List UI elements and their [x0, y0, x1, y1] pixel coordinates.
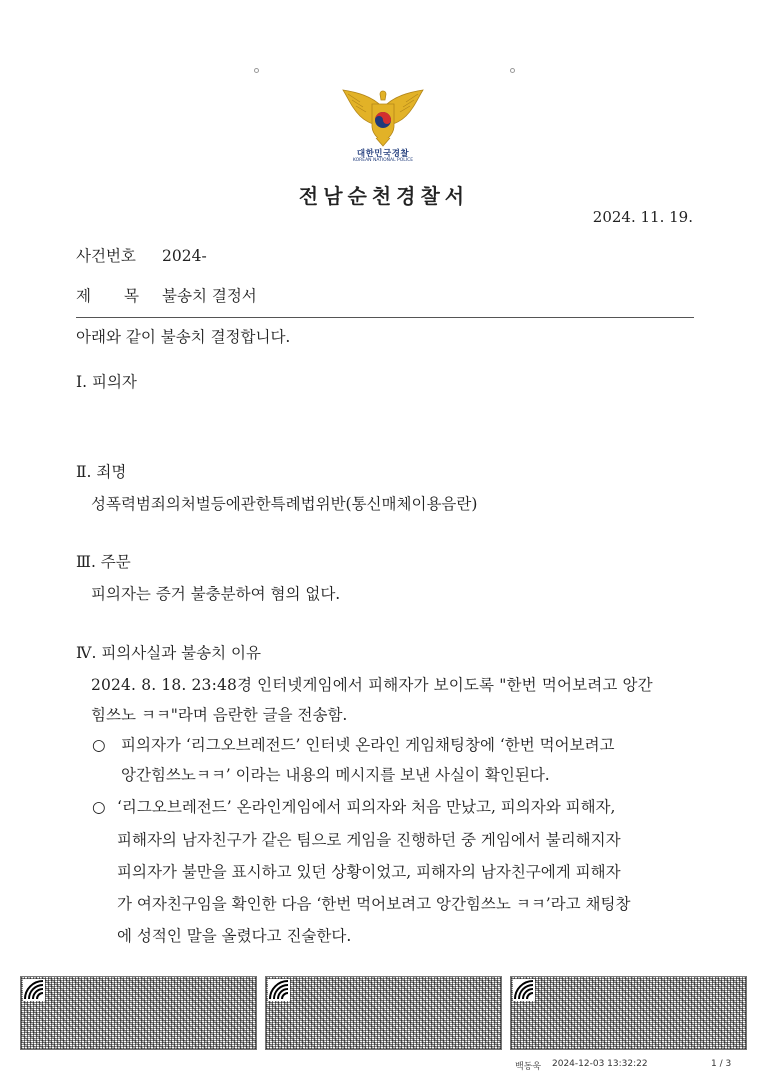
punch-hole-mark — [254, 68, 259, 73]
logo-english-text: KOREAN NATIONAL POLICE — [352, 158, 414, 163]
subject-label-char1: 제 — [76, 287, 91, 305]
security-code-image — [265, 976, 502, 1050]
bullet-2-line: 피의자가 불만을 표시하고 있던 상황이었고, 피해자의 남자친구에게 피해자 — [117, 863, 621, 881]
intro-text: 아래와 같이 불송치 결정합니다. — [76, 328, 291, 346]
bullet-2-line: 피해자의 남자친구가 같은 팀으로 게임을 진행하던 중 게임에서 불리해지자 — [117, 831, 621, 849]
section-4-heading: Ⅳ. 피의사실과 불송치 이유 — [76, 644, 261, 662]
code-marker-icon — [513, 979, 535, 1001]
security-code-image — [20, 976, 257, 1050]
bullet-symbol: ○ — [92, 736, 106, 754]
section-4-paragraph-line: 2024. 8. 18. 23:48경 인터넷게임에서 피해자가 보이도록 "한번 먹어보려고 앙간 — [91, 676, 653, 694]
document-date: 2024. 11. 19. — [592, 208, 693, 226]
code-marker-icon — [268, 979, 290, 1001]
code-marker-icon — [23, 979, 45, 1001]
section-4-paragraph-line: 힘쓰노 ㅋㅋ"라며 음란한 글을 전송함. — [91, 706, 348, 724]
agency-title: 전남순천경찰서 — [298, 184, 470, 208]
bullet-1-line: 피의자가 ‘리그오브레전드’ 인터넷 온라인 게임채팅창에 ‘한번 먹어보려고 — [121, 736, 615, 754]
case-number-label: 사건번호 — [76, 247, 136, 265]
bullet-symbol: ○ — [92, 798, 106, 816]
subject-label-char2: 목 — [124, 287, 139, 305]
section-1-heading: Ⅰ. 피의자 — [76, 373, 137, 391]
bullet-2-line: 가 여자친구임을 확인한 다음 ‘한번 먹어보려고 앙간힘쓰노 ㅋㅋ’라고 채팅창 — [117, 895, 631, 913]
section-3-body: 피의자는 증거 불충분하여 혐의 없다. — [91, 585, 341, 603]
logo-korean-text: 대한민국경찰 — [356, 149, 410, 159]
bullet-2-line: 에 성적인 말을 올렸다고 진술한다. — [117, 927, 352, 945]
case-number-value: 2024- — [162, 247, 207, 265]
footer-timestamp: 2024-12-03 13:32:22 — [552, 1059, 648, 1069]
subject-value: 불송치 결정서 — [162, 287, 257, 305]
police-eagle-emblem-icon — [338, 88, 428, 148]
security-code-image — [510, 976, 747, 1050]
bullet-2-line: ‘리그오브레전드’ 온라인게임에서 피의자와 처음 만났고, 피의자와 피해자, — [117, 798, 616, 816]
bullet-1-line: 앙간힘쓰노ㅋㅋ’ 이라는 내용의 메시지를 보낸 사실이 확인된다. — [121, 766, 550, 784]
footer-user: 백동욱 — [515, 1062, 542, 1072]
section-3-heading: Ⅲ. 주문 — [76, 553, 131, 571]
footer-page-number: 1 / 3 — [711, 1059, 732, 1069]
punch-hole-mark — [510, 68, 515, 73]
police-logo — [338, 88, 428, 168]
section-2-heading: Ⅱ. 죄명 — [76, 463, 127, 481]
section-2-body: 성폭력범죄의처벌등에관한특례법위반(통신매체이용음란) — [91, 495, 478, 513]
header-divider — [76, 317, 694, 318]
